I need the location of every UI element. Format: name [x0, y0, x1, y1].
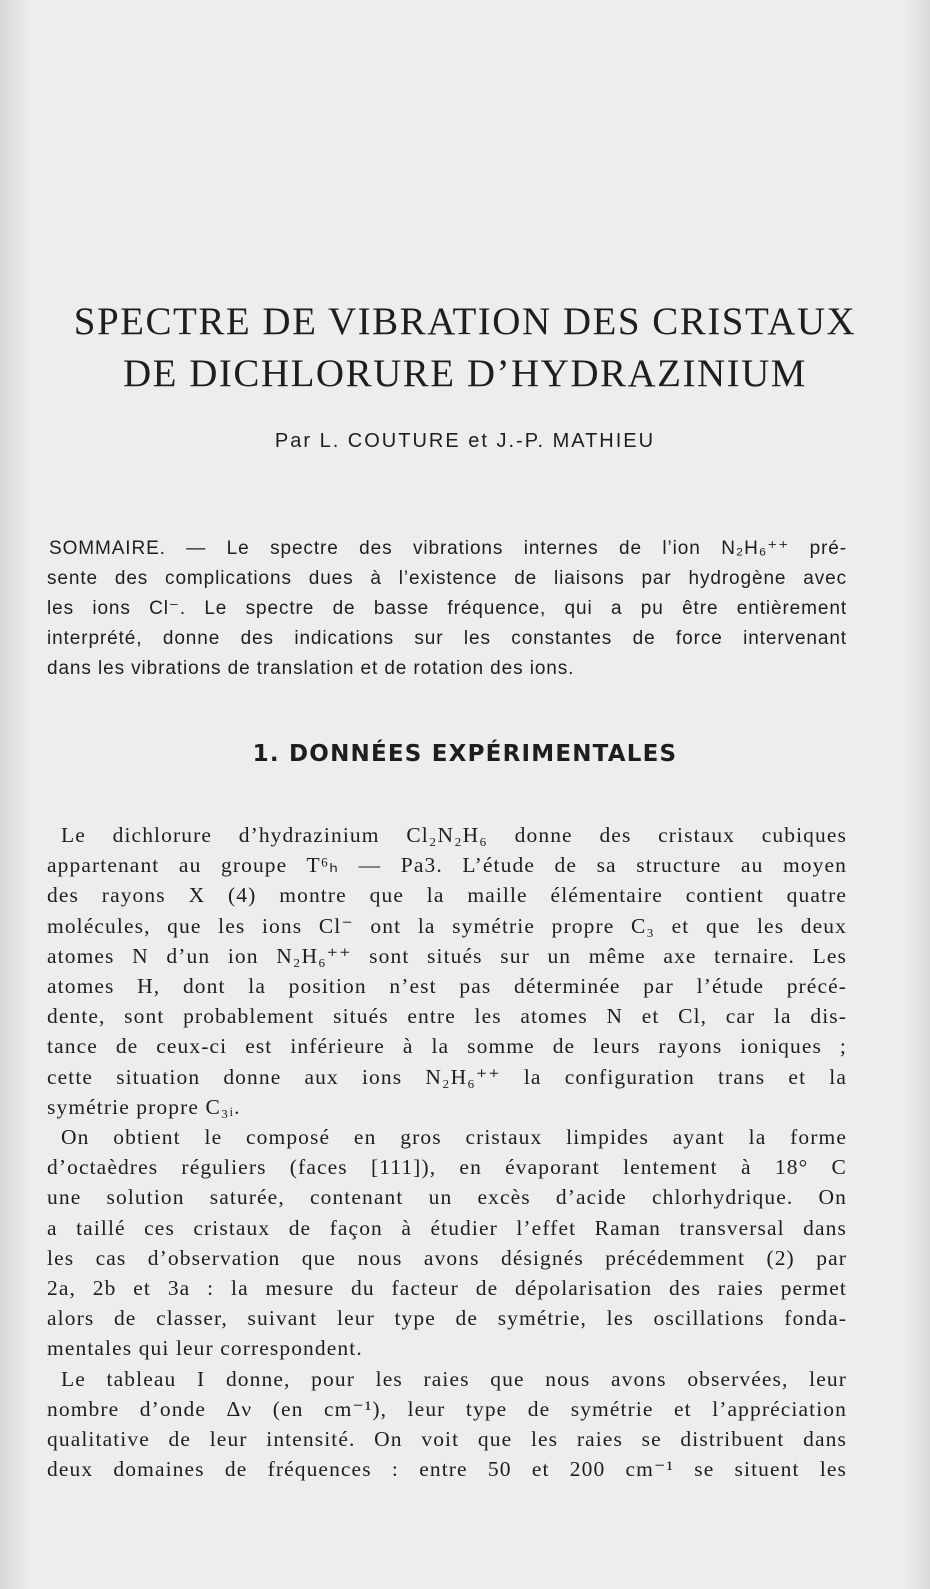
- body-line: nombre d’onde Δν (en cm⁻¹), leur type de symétrie et l’appréciation: [47, 1396, 847, 1421]
- body-line: atomes H, dont la position n’est pas déterminée par l’étude précé-: [47, 974, 847, 999]
- abstract-line: sente des complications dues à l’existence de liaisons par hydrogène avec: [47, 568, 847, 589]
- body-line: dente, sont probablement situés entre les atomes N et Cl, car la dis-: [47, 1004, 847, 1029]
- body-line: On obtient le composé en gros cristaux limpides ayant la forme: [61, 1125, 847, 1150]
- page-edge-shadow-left: [0, 0, 30, 1589]
- title-line-1: SPECTRE DE VIBRATION DES CRISTAUX: [73, 300, 857, 343]
- body-line: appartenant au groupe T⁶ₕ — Pa3. L’étude de sa structure au moyen: [47, 853, 847, 878]
- body-line: Le tableau I donne, pour les raies que nous avons observées, leur: [61, 1366, 847, 1391]
- body-line: tance de ceux-ci est inférieure à la somme de leurs rayons ioniques ;: [47, 1034, 847, 1059]
- body-line: d’octaèdres réguliers (faces [111]), en évaporant lentement à 18° C: [47, 1155, 847, 1180]
- body-line: alors de classer, suivant leur type de symétrie, les oscillations fonda-: [47, 1306, 847, 1331]
- body-line: atomes N d’un ion N₂H₆⁺⁺ sont situés sur un même axe ternaire. Les: [47, 943, 847, 968]
- body-line: qualitative de leur intensité. On voit que les raies se distribuent dans: [47, 1427, 847, 1452]
- body-line: Le dichlorure d’hydrazinium Cl₂N₂H₆ donne des cristaux cubiques: [61, 823, 847, 847]
- article-title: [40, 296, 890, 400]
- abstract-line: interprété, donne des indications sur les constantes de force intervenant: [47, 628, 847, 649]
- abstract-line: les ions Cl⁻. Le spectre de basse fréquence, qui a pu être entièrement: [47, 598, 847, 619]
- body-line: 2a, 2b et 3a : la mesure du facteur de dépolarisation des raies permet: [47, 1276, 847, 1301]
- body-line: une solution saturée, contenant un excès d’acide chlorhydrique. On: [47, 1185, 847, 1210]
- title-line-2: DE DICHLORURE D’HYDRAZINIUM: [123, 352, 807, 395]
- body-line: mentales qui leur correspondent.: [47, 1336, 363, 1361]
- body-line: deux domaines de fréquences : entre 50 et 200 cm⁻¹ se situent les: [47, 1457, 847, 1482]
- body-line: molécules, que les ions Cl⁻ ont la symétrie propre C₃ et que les deux: [47, 913, 847, 938]
- page-edge-shadow-right: [905, 0, 930, 1589]
- section-heading: 1. DONNÉES EXPÉRIMENTALES: [252, 741, 678, 767]
- body-line: a taillé ces cristaux de façon à étudier l’effet Raman transversal dans: [47, 1215, 847, 1240]
- author-line: Par L. COUTURE et J.-P. MATHIEU: [274, 430, 656, 452]
- body-line: les cas d’observation que nous avons désignés précédemment (2) par: [47, 1245, 847, 1270]
- abstract: [47, 534, 847, 684]
- body-text: [47, 820, 847, 1484]
- abstract-line: SOMMAIRE. — Le spectre des vibrations internes de l’ion N₂H₆⁺⁺ pré-: [49, 538, 847, 559]
- body-line: symétrie propre C₃ᵢ.: [47, 1094, 241, 1119]
- body-line: des rayons X (4) montre que la maille élémentaire contient quatre: [47, 883, 847, 908]
- body-line: cette situation donne aux ions N₂H₆⁺⁺ la configuration trans et la: [47, 1064, 847, 1089]
- abstract-line: dans les vibrations de translation et de rotation des ions.: [47, 658, 575, 679]
